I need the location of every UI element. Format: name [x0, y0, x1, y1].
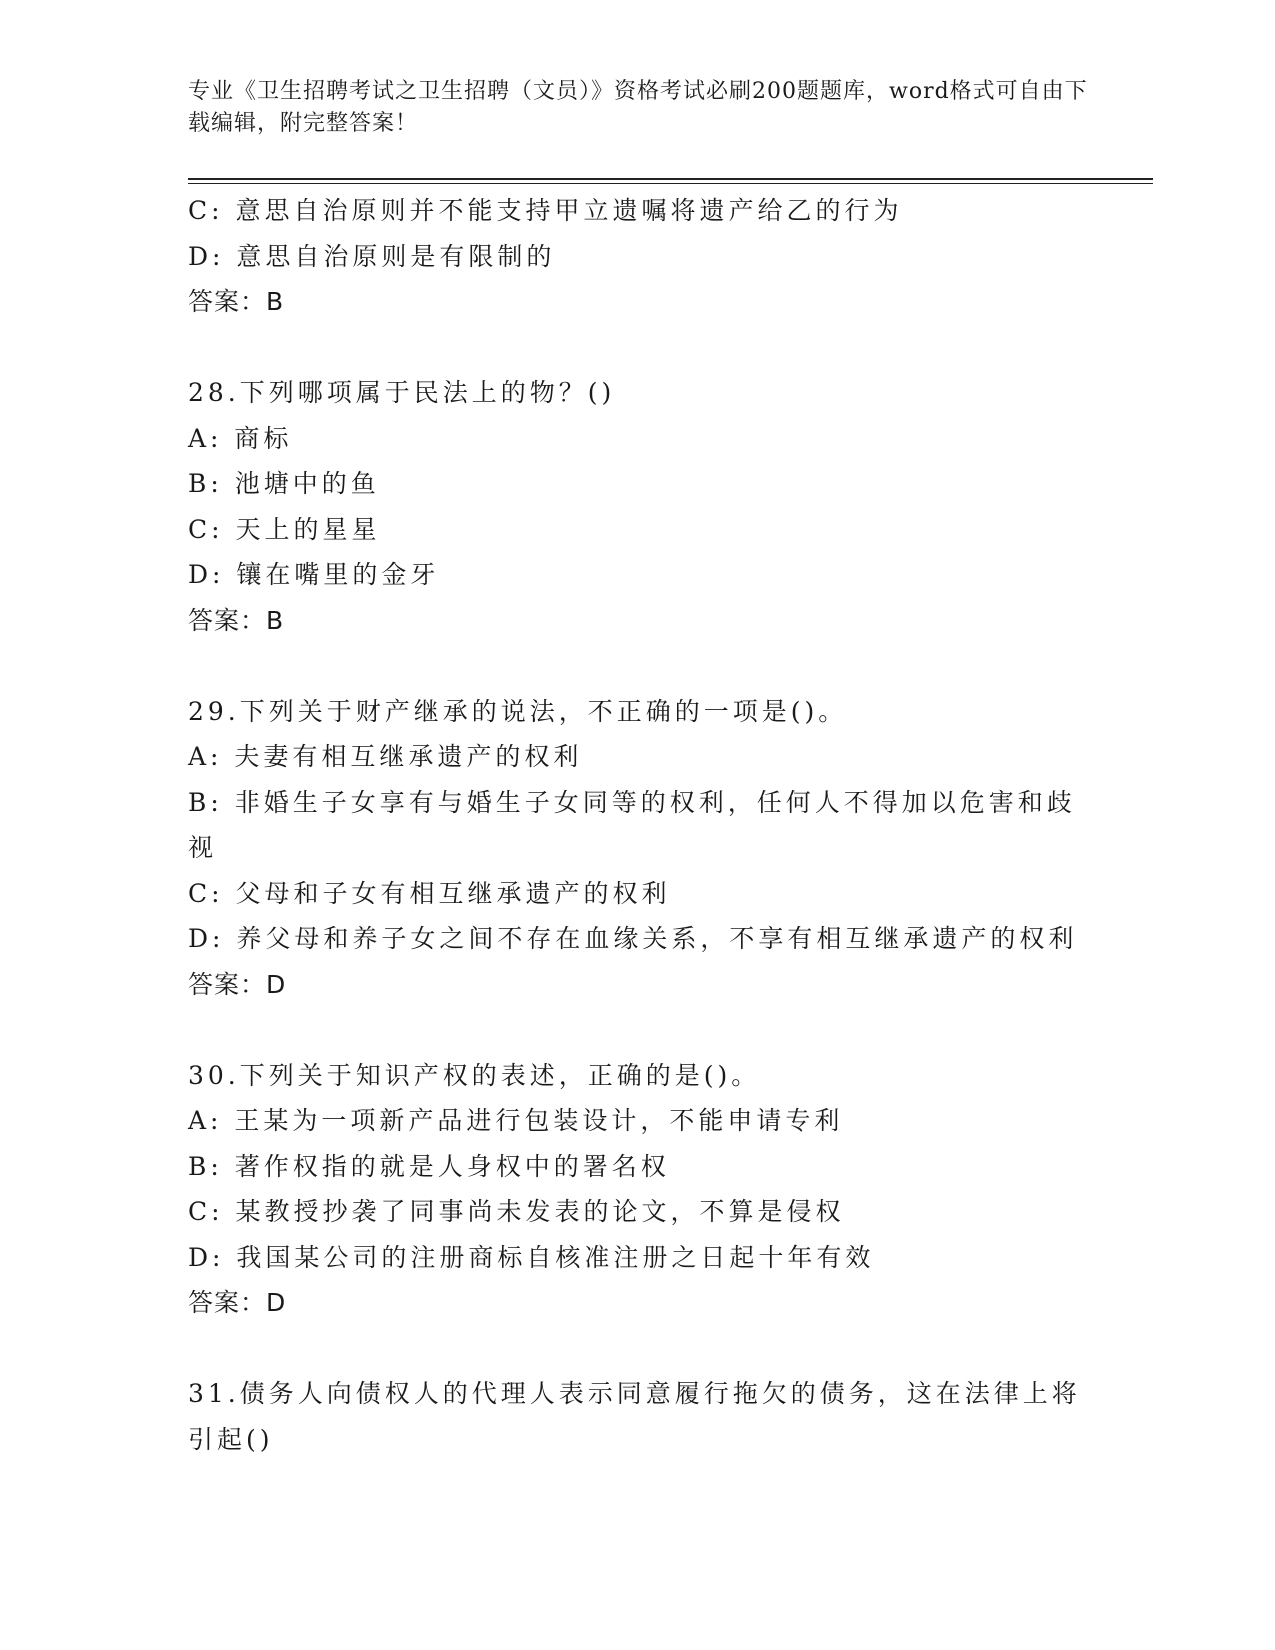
option-b: B: 池塘中的鱼: [188, 469, 380, 498]
spacer: [188, 643, 1088, 689]
answer-line: 答案：D: [188, 1288, 287, 1317]
answer-line: 答案：B: [188, 605, 285, 635]
spacer: [188, 325, 1088, 371]
option-c: C: 天上的星星: [188, 514, 381, 544]
option-a: A: 商标: [188, 423, 293, 453]
answer-line: 答案：B: [188, 287, 285, 316]
option-a: A: 王某为一项新产品进行包装设计，不能申请专利: [188, 1106, 844, 1135]
option-a: A: 夫妻有相互继承遗产的权利: [188, 742, 583, 771]
carryover-block: [188, 188, 1088, 325]
answer-line: 答案：D: [188, 969, 287, 999]
question-stem: 30.下列关于知识产权的表述，正确的是()。: [188, 1060, 761, 1090]
option-d: D: 镶在嘴里的金牙: [188, 560, 440, 589]
question-content: [188, 188, 1088, 1462]
question-28: [188, 370, 1088, 643]
option-d: D: 我国某公司的注册商标自核准注册之日起十年有效: [188, 1242, 875, 1272]
header-rule-thin: [188, 183, 1153, 184]
question-stem: 31.债务人向债权人的代理人表示同意履行拖欠的债务，这在法律上将引起(): [188, 1379, 1081, 1454]
option-b: B: 非婚生子女享有与婚生子女同等的权利，任何人不得加以危害和歧视: [188, 787, 1076, 862]
option-c: C: 某教授抄袭了同事尚未发表的论文，不算是侵权: [188, 1197, 845, 1226]
option-c: C: 父母和子女有相互继承遗产的权利: [188, 878, 671, 908]
option-d: D: 养父母和养子女之间不存在血缘关系，不享有相互继承遗产的权利: [188, 924, 1078, 953]
question-stem: 29.下列关于财产继承的说法，不正确的一项是()。: [188, 696, 848, 726]
spacer: [188, 1326, 1088, 1372]
option-b: B: 著作权指的就是人身权中的署名权: [188, 1151, 670, 1181]
option-c: C: 意思自治原则并不能支持甲立遗嘱将遗产给乙的行为: [188, 196, 903, 225]
option-d: D: 意思自治原则是有限制的: [188, 241, 556, 271]
document-header: 专业《卫生招聘考试之卫生招聘（文员）》资格考试必刷200题题库，word格式可自由下载编辑，附完整答案！: [188, 79, 1088, 136]
question-31: [188, 1371, 1088, 1462]
question-29: [188, 689, 1088, 1008]
question-stem: 28.下列哪项属于民法上的物？(): [188, 378, 616, 407]
question-30: [188, 1053, 1088, 1326]
spacer: [188, 1007, 1088, 1053]
header-rule-thick: [188, 178, 1153, 180]
